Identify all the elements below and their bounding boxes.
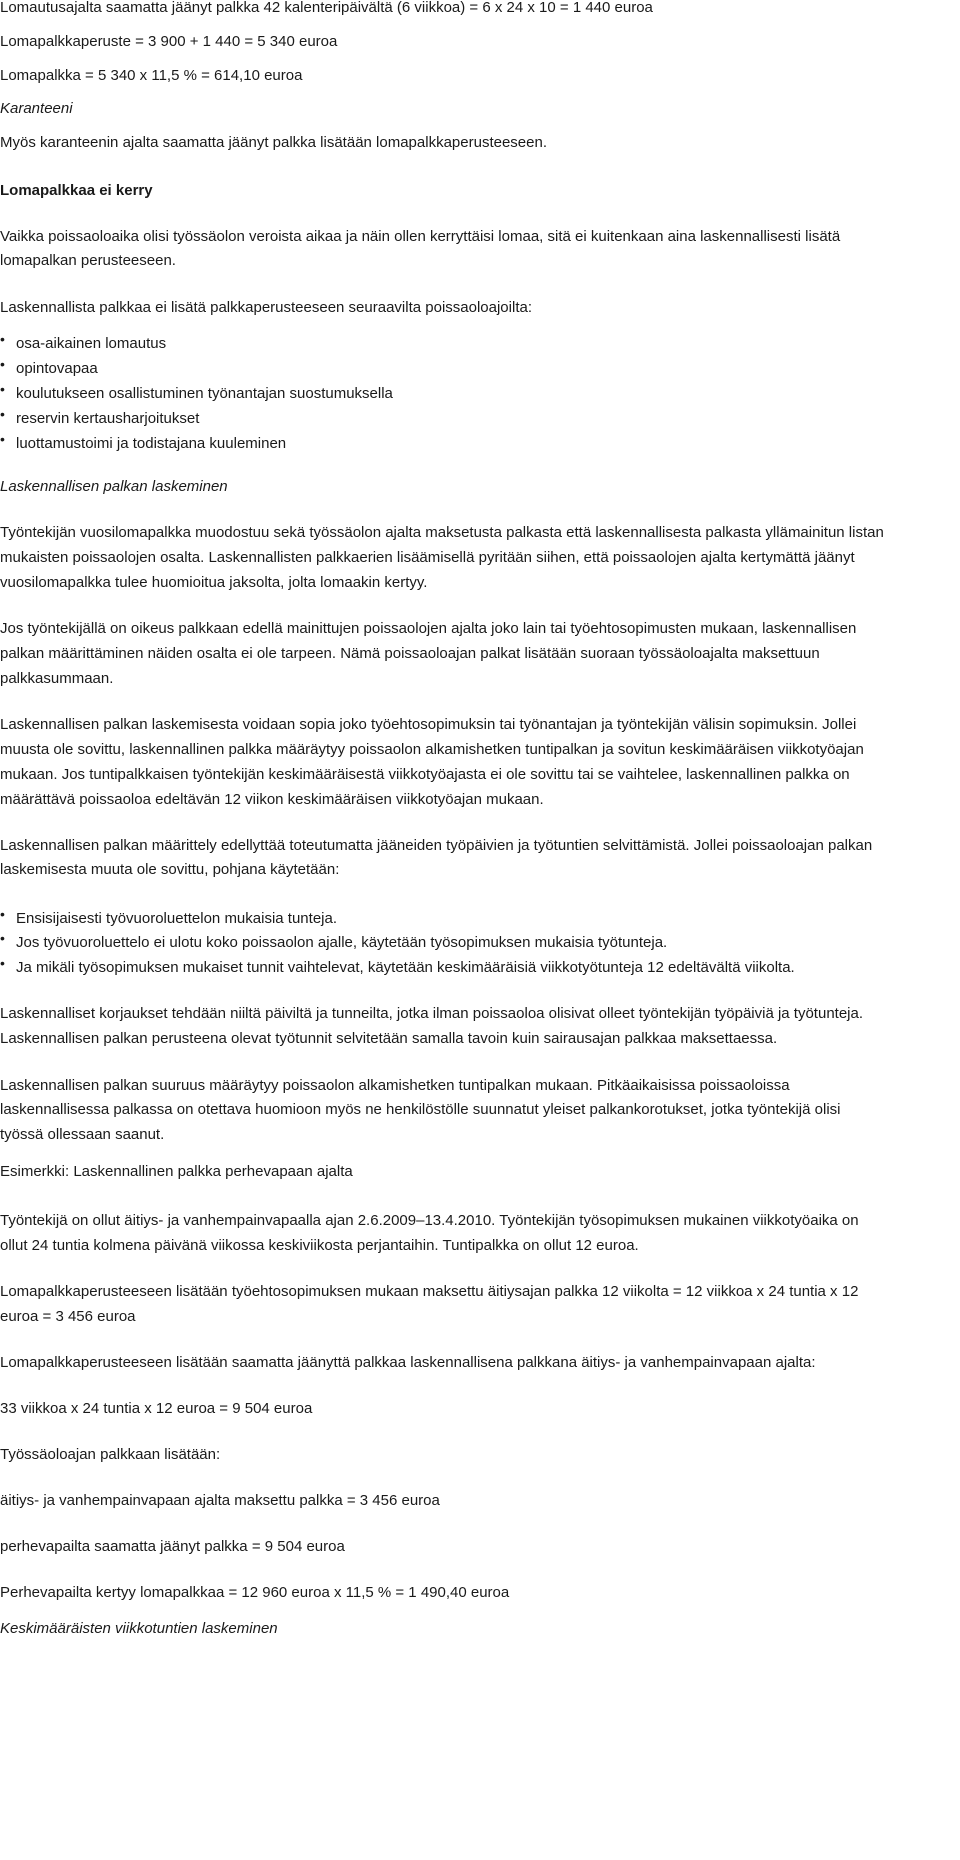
paragraph-text: laskennallisessa palkassa on otettava huomioon myös ne henkilöstölle suunnatut yleiset palkankorotukset, jotka työntekijä olisi xyxy=(0,1101,841,1118)
paragraph-text: Perhevapailta kertyy lomapalkkaa = 12 960 euroa x 11,5 % = 1 490,40 euroa xyxy=(0,1584,510,1601)
paragraph-text: määrättävä poissaoloa edeltävän 12 viikon keskimääräisen viikkotyöajan mukaan. xyxy=(0,791,544,808)
bullet-icon: • xyxy=(0,955,5,971)
list-item: • Ja mikäli työsopimuksen mukaiset tunnit vaihtelevat, käytetään keskimääräisiä viikkotyötunteja 12 edeltävältä viikolta. xyxy=(0,955,795,976)
paragraph-text: palkkasummaan. xyxy=(0,670,114,687)
paragraph-text: perhevapailta saamatta jäänyt palkka = 9 504 euroa xyxy=(0,1538,345,1555)
paragraph-text: Lomautusajalta saamatta jäänyt palkka 42 kalenteripäivältä (6 viikkoa) = 6 x 24 x 10 = 1 440 euroa xyxy=(0,0,653,16)
paragraph-text: Laskennallisen palkan laskemisesta voidaan sopia joko työehtosopimuksin tai työnantajan ja työntekijän välisin sopimuksin. Jollei xyxy=(0,716,857,733)
section-heading-italic: Karanteeni xyxy=(0,100,73,117)
paragraph-text: mukaisten poissaolojen osalta. Laskennallisten palkkaerien lisäämisellä pyritään siihen, että poissaolojen ajalta kertymättä jäänyt xyxy=(0,549,855,566)
paragraph-text: äitiys- ja vanhempainvapaan ajalta maksettu palkka = 3 456 euroa xyxy=(0,1492,440,1509)
paragraph-text: Jos työntekijällä on oikeus palkkaan edellä mainittujen poissaolojen ajalta joko lain tai työehtosopimusten mukaan, laskennallisen xyxy=(0,620,857,637)
section-heading-italic: Keskimääräisten viikkotuntien laskeminen xyxy=(0,1620,278,1637)
bullet-icon: • xyxy=(0,356,5,372)
paragraph-text: vuosilomapalkka tulee huomioitua jaksolta, jolta lomaakin kertyy. xyxy=(0,574,428,591)
paragraph-text: Lomapalkkaperuste = 3 900 + 1 440 = 5 340 euroa xyxy=(0,33,338,50)
list-item: • koulutukseen osallistuminen työnantajan suostumuksella xyxy=(0,381,393,402)
list-item: • Jos työvuoroluettelo ei ulotu koko poissaolon ajalle, käytetään työsopimuksen mukaisia työtunteja. xyxy=(0,930,668,951)
paragraph-text: Laskennallista palkkaa ei lisätä palkkaperusteeseen seuraavilta poissaoloajoilta: xyxy=(0,299,532,316)
paragraph-text: lomapalkan perusteeseen. xyxy=(0,252,176,269)
list-item: • luottamustoimi ja todistajana kuuleminen xyxy=(0,431,287,452)
bullet-icon: • xyxy=(0,930,5,946)
paragraph-text: Myös karanteenin ajalta saamatta jäänyt palkka lisätään lomapalkkaperusteeseen. xyxy=(0,134,547,151)
bullet-icon: • xyxy=(0,906,5,922)
paragraph-text: 33 viikkoa x 24 tuntia x 12 euroa = 9 504 euroa xyxy=(0,1400,313,1417)
paragraph-text: Työssäoloajan palkkaan lisätään: xyxy=(0,1446,221,1463)
paragraph-text: Työntekijän vuosilomapalkka muodostuu sekä työssäolon ajalta maksetusta palkasta että laskennallisesta palkasta yllämainitun listan xyxy=(0,524,884,541)
list-item: • opintovapaa xyxy=(0,356,98,377)
paragraph-text: Lomapalkkaperusteeseen lisätään saamatta jäänyttä palkkaa laskennallisena palkkana äitiys- ja vanhempainvapaan ajalta: xyxy=(0,1354,816,1371)
list-item: • Ensisijaisesti työvuoroluettelon mukaisia tunteja. xyxy=(0,906,337,927)
paragraph-text: Lomapalkka = 5 340 x 11,5 % = 614,10 euroa xyxy=(0,67,303,84)
paragraph-text: Laskennalliset korjaukset tehdään niiltä päiviltä ja tunneilta, jotka ilman poissaoloa olisivat olleet työntekijän työpäiviä ja työtunteja. xyxy=(0,1005,864,1022)
bullet-icon: • xyxy=(0,431,5,447)
paragraph-text: Laskennallisen palkan perusteena olevat työtunnit selvitetään samalla tavoin kuin sairausajan palkkaa maksettaessa. xyxy=(0,1030,778,1047)
paragraph-text: Laskennallisen palkan suuruus määräytyy poissaolon alkamishetken tuntipalkan mukaan. Pitkäaikaisissa poissaoloissa xyxy=(0,1077,790,1094)
section-heading-bold: Lomapalkkaa ei kerry xyxy=(0,182,153,199)
paragraph-text: ollut 24 tuntia kolmena päivänä viikossa keskiviikosta perjantaihin. Tuntipalkka on ollut 12 euroa. xyxy=(0,1237,639,1254)
section-heading-italic: Laskennallisen palkan laskeminen xyxy=(0,478,228,495)
paragraph-text: Esimerkki: Laskennallinen palkka perhevapaan ajalta xyxy=(0,1163,353,1180)
list-item: • osa-aikainen lomautus xyxy=(0,331,167,352)
paragraph-text: laskemisesta muuta ole sovittu, pohjana käytetään: xyxy=(0,861,340,878)
list-item: • reservin kertausharjoitukset xyxy=(0,406,200,427)
bullet-icon: • xyxy=(0,381,5,397)
paragraph-text: palkan määrittäminen näiden osalta ei ole tarpeen. Nämä poissaoloajan palkat lisätään suoraan työssäoloajalta maksettuun xyxy=(0,645,820,662)
paragraph-text: Lomapalkkaperusteeseen lisätään työehtosopimuksen mukaan maksettu äitiysajan palkka 12 viikolta = 12 viikkoa x 24 tuntia x 12 xyxy=(0,1283,859,1300)
paragraph-text: Vaikka poissaoloaika olisi työssäolon veroista aikaa ja näin ollen kerryttäisi lomaa, sitä ei kuitenkaan aina laskennallisesti lisätä xyxy=(0,228,841,245)
bullet-icon: • xyxy=(0,406,5,422)
paragraph-text: euroa = 3 456 euroa xyxy=(0,1308,136,1325)
bullet-icon: • xyxy=(0,331,5,347)
paragraph-text: Työntekijä on ollut äitiys- ja vanhempainvapaalla ajan 2.6.2009–13.4.2010. Työntekijän työsopimuksen mukainen viikkotyöaika on xyxy=(0,1212,859,1229)
paragraph-text: mukaan. Jos tuntipalkkaisen työntekijän keskimääräisestä viikkotyöajasta ei ole sovittu tai se vaihtelee, laskennallinen palkka on xyxy=(0,766,850,783)
paragraph-text: muusta ole sovittu, laskennallinen palkka määräytyy poissaolon alkamishetken tuntipalkan ja sovitun keskimääräisen viikkotyöajan xyxy=(0,741,864,758)
paragraph-text: työssä ollessaan saanut. xyxy=(0,1126,165,1143)
paragraph-text: Laskennallisen palkan määrittely edellyttää toteutumatta jääneiden työpäivien ja työtuntien selvittämistä. Jollei poissaoloajan palkan xyxy=(0,837,873,854)
